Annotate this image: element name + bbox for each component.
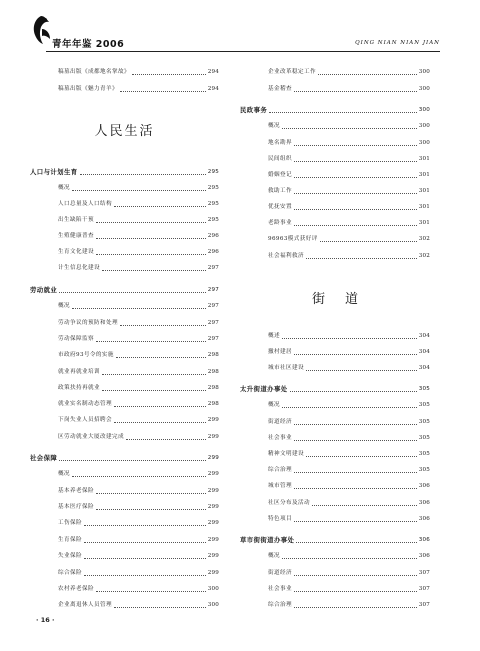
yearbook-brand: 青年年鉴 2006 (52, 39, 125, 50)
leader-dots (72, 190, 206, 191)
leader-dots (294, 354, 417, 355)
yearbook-brand-en: QING NIAN NIAN JIAN (355, 40, 440, 46)
toc-entry[interactable]: 劳动争议的预防和处理 297 (58, 320, 219, 326)
leader-dots (96, 509, 206, 510)
leader-dots (294, 161, 417, 162)
toc-entry[interactable]: 劳动保障监察 297 (58, 336, 219, 342)
toc-entry[interactable]: 老龄事业 301 (268, 220, 430, 226)
leader-dots (306, 456, 417, 457)
toc-category[interactable]: 劳动就业 297 (30, 286, 219, 294)
toc-entry[interactable]: 企业改革稳定工作 300 (268, 69, 430, 75)
toc-entry[interactable]: 社会事业 307 (268, 586, 430, 592)
leader-dots (84, 575, 206, 576)
leader-dots (96, 222, 206, 223)
leader-dots (120, 91, 206, 92)
leader-dots (102, 390, 206, 391)
toc-entry[interactable]: 街道经济 307 (268, 570, 430, 576)
leader-dots (296, 542, 416, 543)
toc-category[interactable]: 民政事务 300 (240, 106, 430, 114)
toc-entry[interactable]: 生殖健康普查 296 (58, 233, 219, 239)
toc-entry[interactable]: 区劳动就业大厦改建完成 299 (58, 434, 219, 440)
leader-dots (116, 357, 206, 358)
toc-entry[interactable]: 出生缺陷干预 295 (58, 217, 219, 223)
leader-dots (294, 145, 417, 146)
leader-dots (96, 341, 206, 342)
toc-entry[interactable]: 工伤保险 299 (58, 520, 219, 526)
toc-category[interactable]: 人口与计划生育 295 (30, 168, 219, 176)
leader-dots (59, 460, 206, 461)
toc-entry[interactable]: 概况 299 (58, 471, 219, 477)
leader-dots (84, 542, 206, 543)
toc-entry[interactable]: 概况 295 (58, 185, 219, 191)
header-rule (46, 51, 440, 52)
leader-dots (294, 193, 417, 194)
leader-dots (294, 424, 417, 425)
toc-entry[interactable]: 企业离退休人员管理 300 (58, 602, 219, 608)
toc-entry[interactable]: 计生信息化建设 297 (58, 265, 219, 271)
toc-entry[interactable]: 街道经济 305 (268, 419, 430, 425)
leader-dots (290, 391, 417, 392)
leader-dots (84, 525, 206, 526)
toc-entry[interactable]: 96963模式获好评 302 (268, 236, 430, 242)
yearbook-logo-icon (30, 15, 52, 45)
leader-dots (294, 177, 417, 178)
toc-entry[interactable]: 稿墓出版《魅力青羊》 294 (58, 86, 219, 92)
toc-entry[interactable]: 民间组织 301 (268, 156, 430, 162)
leader-dots (96, 493, 206, 494)
toc-entry[interactable]: 概况 297 (58, 303, 219, 309)
leader-dots (80, 174, 206, 175)
toc-entry[interactable]: 综合治理 307 (268, 602, 430, 608)
leader-dots (132, 74, 206, 75)
toc-entry[interactable]: 市政府93号令的实施 298 (58, 352, 219, 358)
leader-dots (294, 225, 417, 226)
toc-entry[interactable]: 失业保险 299 (58, 553, 219, 559)
leader-dots (312, 505, 417, 506)
toc-entry[interactable]: 农村养老保险 300 (58, 586, 219, 592)
toc-entry[interactable]: 精神文明建设 305 (268, 451, 430, 457)
toc-entry[interactable]: 综合治理 305 (268, 467, 430, 473)
toc-entry[interactable]: 社区分布及活动 306 (268, 500, 430, 506)
leader-dots (72, 308, 206, 309)
leader-dots (269, 112, 417, 113)
toc-entry[interactable]: 概况 306 (268, 553, 430, 559)
leader-dots (294, 607, 417, 608)
toc-category[interactable]: 太升街道办事处 305 (240, 385, 430, 393)
leader-dots (114, 607, 206, 608)
toc-entry[interactable]: 就业实名制动态管理 298 (58, 401, 219, 407)
leader-dots (306, 258, 417, 259)
toc-entry[interactable]: 基金稽查 300 (268, 86, 430, 92)
leader-dots (318, 74, 417, 75)
leader-dots (294, 575, 417, 576)
leader-dots (294, 591, 417, 592)
leader-dots (294, 472, 417, 473)
leader-dots (306, 370, 417, 371)
toc-entry[interactable]: 基本医疗保险 299 (58, 504, 219, 510)
leader-dots (294, 91, 417, 92)
leader-dots (59, 292, 206, 293)
toc-entry[interactable]: 城市社区建设 304 (268, 365, 430, 371)
toc-entry[interactable]: 稿墓出版《成都地名掌故》 294 (58, 69, 219, 75)
toc-entry[interactable]: 政策扶持再就业 298 (58, 385, 219, 391)
toc-entry[interactable]: 婚姻登记 301 (268, 172, 430, 178)
leader-dots (72, 476, 206, 477)
leader-dots (120, 325, 206, 326)
toc-entry[interactable]: 生育保险 299 (58, 537, 219, 543)
leader-dots (96, 591, 206, 592)
toc-entry[interactable]: 基本养老保险 299 (58, 488, 219, 494)
leader-dots (294, 521, 417, 522)
toc-entry[interactable]: 地名勘界 300 (268, 140, 430, 146)
toc-entry[interactable]: 特色项目 306 (268, 516, 430, 522)
leader-dots (294, 440, 417, 441)
toc-entry[interactable]: 社会福利救济 302 (268, 253, 430, 259)
leader-dots (320, 241, 417, 242)
leader-dots (96, 238, 206, 239)
toc-category[interactable]: 社会保障 299 (30, 454, 219, 462)
toc-category[interactable]: 草市街街道办事处 306 (240, 536, 430, 544)
toc-entry[interactable]: 概述 304 (268, 333, 430, 339)
leader-dots (282, 338, 417, 339)
toc-entry[interactable]: 社会事业 305 (268, 435, 430, 441)
toc-entry[interactable]: 就业再就业培训 298 (58, 369, 219, 375)
leader-dots (114, 206, 206, 207)
toc-entry[interactable]: 撤村建居 304 (268, 349, 430, 355)
toc-entry[interactable]: 救助工作 301 (268, 188, 430, 194)
toc-entry[interactable]: 人口总量及人口结构 295 (58, 201, 219, 207)
leader-dots (84, 558, 206, 559)
page-number: · 16 · (36, 616, 55, 624)
toc-entry[interactable]: 生育文化建设 296 (58, 249, 219, 255)
leader-dots (114, 406, 206, 407)
leader-dots (96, 254, 206, 255)
page-header (0, 0, 480, 54)
toc-entry[interactable]: 综合保险 299 (58, 570, 219, 576)
leader-dots (282, 558, 417, 559)
section-title: 街道 (311, 292, 378, 307)
toc-entry[interactable]: 概况 300 (268, 123, 430, 129)
leader-dots (114, 422, 206, 423)
leader-dots (126, 439, 206, 440)
leader-dots (102, 270, 206, 271)
toc-entry[interactable]: 城市管理 306 (268, 483, 430, 489)
toc-entry[interactable]: 优抚安置 301 (268, 204, 430, 210)
section-title: 人民生活 (94, 124, 155, 139)
leader-dots (102, 374, 206, 375)
toc-entry[interactable]: 下岗失业人员招聘会 299 (58, 417, 219, 423)
leader-dots (282, 407, 417, 408)
leader-dots (282, 128, 417, 129)
leader-dots (294, 488, 417, 489)
toc-entry[interactable]: 概况 305 (268, 402, 430, 408)
leader-dots (294, 209, 417, 210)
